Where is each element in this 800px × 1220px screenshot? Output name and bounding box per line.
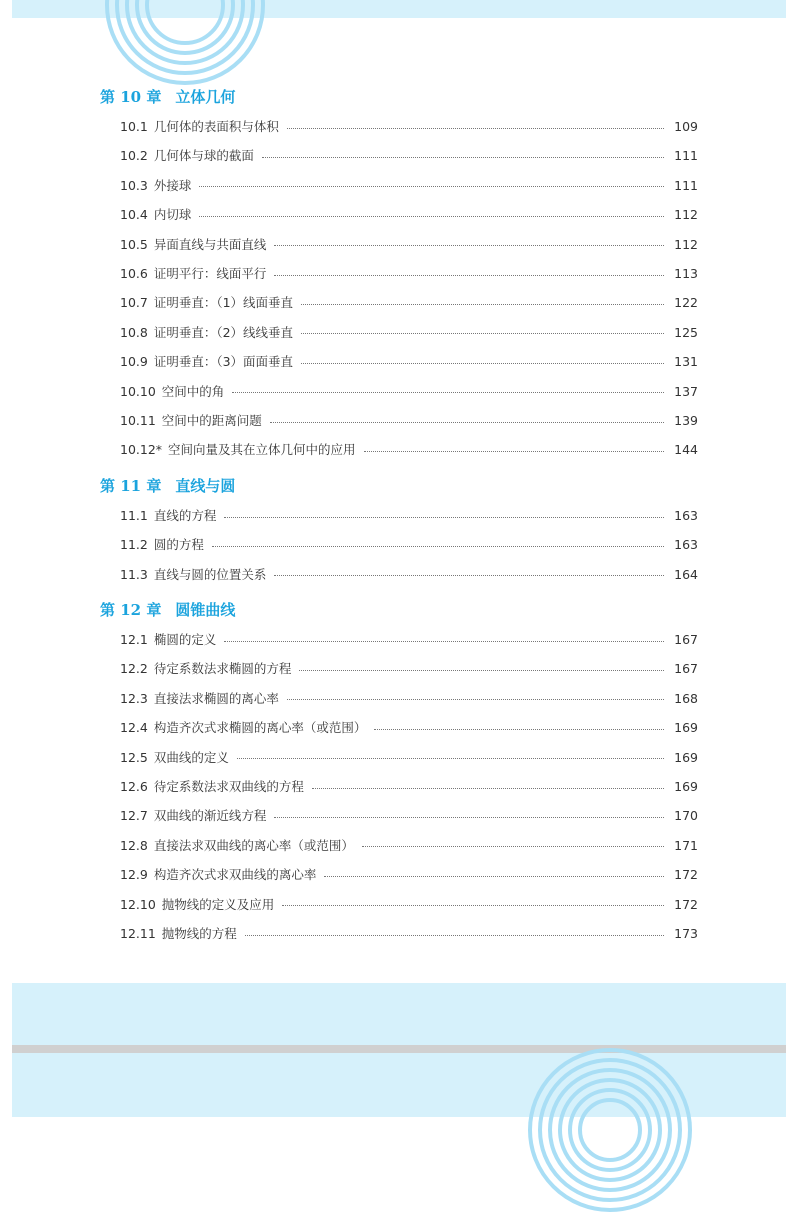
dot-leader [274, 245, 664, 246]
toc-entry[interactable] [120, 264, 698, 284]
dot-leader [224, 517, 664, 518]
toc-entry[interactable] [120, 924, 698, 944]
dot-leader [282, 905, 664, 906]
page-number: 169 [674, 779, 698, 794]
toc-entry-label [120, 146, 254, 166]
toc-entry-label [120, 535, 204, 555]
dot-leader [301, 304, 664, 305]
section-number: 12.5 [120, 749, 148, 765]
toc-entry-label [120, 506, 216, 526]
section-number: 10.1 [120, 119, 148, 134]
toc-entry[interactable] [120, 535, 698, 555]
dot-leader [324, 876, 664, 877]
toc-entry-label [120, 205, 191, 225]
section-number: 11.3 [120, 566, 148, 582]
toc-entry[interactable] [120, 865, 698, 885]
section-title: 空间中的距离问题 [161, 413, 262, 428]
toc-entry[interactable] [120, 748, 698, 768]
section-title: 构造齐次式求双曲线的离心率 [153, 867, 317, 883]
page-number: 163 [674, 508, 698, 523]
section-number: 11.2 [120, 537, 148, 553]
section-number: 10.8 [120, 324, 148, 340]
toc-entry[interactable] [120, 836, 698, 856]
toc-entry[interactable] [120, 659, 698, 679]
toc-entry-label [120, 718, 366, 738]
dot-leader [199, 216, 664, 217]
page-number: 111 [674, 177, 698, 193]
page-number: 167 [674, 632, 698, 647]
page-number: 163 [674, 537, 698, 553]
toc-entry[interactable] [120, 895, 698, 915]
page-number: 109 [674, 119, 698, 134]
toc-entry[interactable] [120, 205, 698, 225]
section-title: 构造齐次式求椭圆的离心率（或范围） [153, 720, 367, 736]
section-title: 直接法求双曲线的离心率（或范围） [153, 837, 354, 853]
section-number: 10.3 [120, 177, 148, 193]
section-number: 10.10 [120, 383, 156, 399]
dot-leader [287, 699, 664, 700]
section-title: 异面直线与共面直线 [153, 236, 267, 252]
page-number: 131 [674, 354, 698, 370]
section-number: 12.11 [120, 926, 156, 941]
chapter-number: 第 11 章 [100, 477, 162, 495]
section-number: 12.1 [120, 632, 148, 647]
section-title: 直线的方程 [153, 508, 217, 523]
toc-entry-label [120, 176, 191, 196]
toc-entry[interactable] [120, 352, 698, 372]
dot-leader [262, 157, 664, 158]
section-number: 12.3 [120, 690, 148, 706]
page-number: 171 [674, 837, 698, 853]
section-title: 外接球 [153, 177, 192, 193]
toc-entry[interactable] [120, 689, 698, 709]
footer-rings-decoration [520, 1040, 700, 1220]
chapter-heading [100, 476, 235, 496]
section-title: 直线与圆的位置关系 [153, 566, 267, 582]
page-number: 172 [674, 896, 698, 912]
toc-entry-label [120, 411, 262, 431]
page-number: 125 [674, 324, 698, 340]
page-number: 144 [674, 442, 698, 458]
dot-leader [224, 641, 664, 642]
toc-entry[interactable] [120, 506, 698, 526]
section-title: 空间向量及其在立体几何中的应用 [168, 442, 356, 458]
page-number: 169 [674, 720, 698, 736]
page-number: 137 [674, 383, 698, 399]
dot-leader [237, 758, 664, 759]
toc-entry[interactable] [120, 630, 698, 650]
page-number: 139 [674, 413, 698, 428]
section-title: 空间中的角 [161, 383, 225, 399]
chapter-title: 直线与圆 [175, 477, 236, 495]
dot-leader [312, 788, 664, 789]
toc-entry-label [120, 689, 279, 709]
dot-leader [212, 546, 664, 547]
dot-leader [362, 846, 664, 847]
dot-leader [299, 670, 664, 671]
toc-entry-label [120, 659, 291, 679]
toc-entry-label [120, 352, 293, 372]
toc-entry-label [120, 836, 354, 856]
chapter-number: 第 12 章 [100, 601, 162, 619]
page-number: 164 [674, 566, 698, 582]
dot-leader [301, 333, 664, 334]
page-number: 169 [674, 749, 698, 765]
toc-entry-label [120, 382, 224, 402]
toc-entry[interactable] [120, 565, 698, 585]
section-number: 10.4 [120, 207, 148, 223]
dot-leader [274, 275, 664, 276]
chapter-heading [100, 87, 235, 107]
dot-leader [287, 128, 664, 129]
section-title: 内切球 [153, 207, 192, 223]
chapter-number: 第 10 章 [100, 88, 162, 106]
section-title: 几何体的表面积与体积 [153, 119, 279, 134]
toc-entry-label [120, 777, 304, 797]
toc-entry-label [120, 117, 279, 137]
page-number: 172 [674, 867, 698, 883]
section-title: 几何体与球的截面 [153, 148, 254, 164]
toc-entry[interactable] [120, 293, 698, 313]
section-number: 12.10 [120, 896, 156, 912]
section-number: 12.9 [120, 867, 148, 883]
toc-entry-label [120, 865, 316, 885]
page-number: 111 [674, 148, 698, 164]
toc-entry[interactable] [120, 411, 698, 431]
toc-entry[interactable] [120, 382, 698, 402]
page-number: 167 [674, 661, 698, 677]
dot-leader [245, 935, 664, 936]
section-title: 直接法求椭圆的离心率 [153, 690, 279, 706]
section-title: 待定系数法求双曲线的方程 [153, 779, 304, 794]
section-title: 双曲线的定义 [153, 749, 229, 765]
section-number: 10.6 [120, 266, 148, 281]
section-number: 10.7 [120, 295, 148, 311]
section-number: 12.2 [120, 661, 148, 677]
chapter-title: 立体几何 [175, 88, 236, 106]
toc-entry-label [120, 748, 229, 768]
dot-leader [301, 363, 664, 364]
section-title: 证明垂直：（1）线面垂直 [153, 295, 294, 311]
page-number: 112 [674, 207, 698, 223]
page-number: 173 [674, 926, 698, 941]
dot-leader [274, 817, 664, 818]
section-number: 11.1 [120, 508, 148, 523]
section-title: 圆的方程 [153, 537, 204, 553]
page-number: 112 [674, 236, 698, 252]
dot-leader [270, 422, 664, 423]
toc-entry[interactable] [120, 146, 698, 166]
section-title: 椭圆的定义 [153, 632, 217, 647]
toc-entry-label [120, 924, 237, 944]
dot-leader [374, 729, 664, 730]
page-number: 170 [674, 808, 698, 824]
toc-entry-label [120, 323, 293, 343]
toc-entry-label [120, 806, 266, 826]
toc-entry[interactable] [120, 440, 698, 460]
toc-entry-label [120, 565, 266, 585]
page-number: 122 [674, 295, 698, 311]
toc-entry[interactable] [120, 117, 698, 137]
section-title: 证明垂直：（2）线线垂直 [153, 324, 294, 340]
section-title: 抛物线的方程 [161, 926, 237, 941]
toc-entry-label [120, 440, 356, 460]
toc-entry[interactable] [120, 718, 698, 738]
section-number: 10.5 [120, 236, 148, 252]
section-number: 12.4 [120, 720, 148, 736]
toc-entry-label [120, 235, 266, 255]
dot-leader [199, 186, 664, 187]
section-number: 12.6 [120, 779, 148, 794]
chapter-heading [100, 600, 235, 620]
section-title: 抛物线的定义及应用 [161, 896, 275, 912]
section-number: 10.9 [120, 354, 148, 370]
dot-leader [364, 451, 664, 452]
section-number: 10.12* [120, 442, 163, 458]
section-number: 10.11 [120, 413, 156, 428]
section-title: 双曲线的渐近线方程 [153, 808, 267, 824]
dot-leader [232, 392, 664, 393]
toc-entry[interactable] [120, 176, 698, 196]
section-title: 证明垂直：（3）面面垂直 [153, 354, 294, 370]
toc-entry-label [120, 293, 293, 313]
page-number: 168 [674, 690, 698, 706]
toc-entry[interactable] [120, 235, 698, 255]
section-number: 12.7 [120, 808, 148, 824]
section-number: 12.8 [120, 837, 148, 853]
dot-leader [274, 575, 664, 576]
section-title: 证明平行：线面平行 [153, 266, 267, 281]
toc-entry[interactable] [120, 323, 698, 343]
toc-entry-label [120, 895, 274, 915]
toc-entry-label [120, 264, 266, 284]
chapter-title: 圆锥曲线 [175, 601, 236, 619]
footer-band [12, 983, 786, 1045]
toc-entry-label [120, 630, 216, 650]
toc-entry[interactable] [120, 777, 698, 797]
section-number: 10.2 [120, 148, 148, 164]
toc-entry[interactable] [120, 806, 698, 826]
page-number: 113 [674, 266, 698, 281]
section-title: 待定系数法求椭圆的方程 [153, 661, 292, 677]
